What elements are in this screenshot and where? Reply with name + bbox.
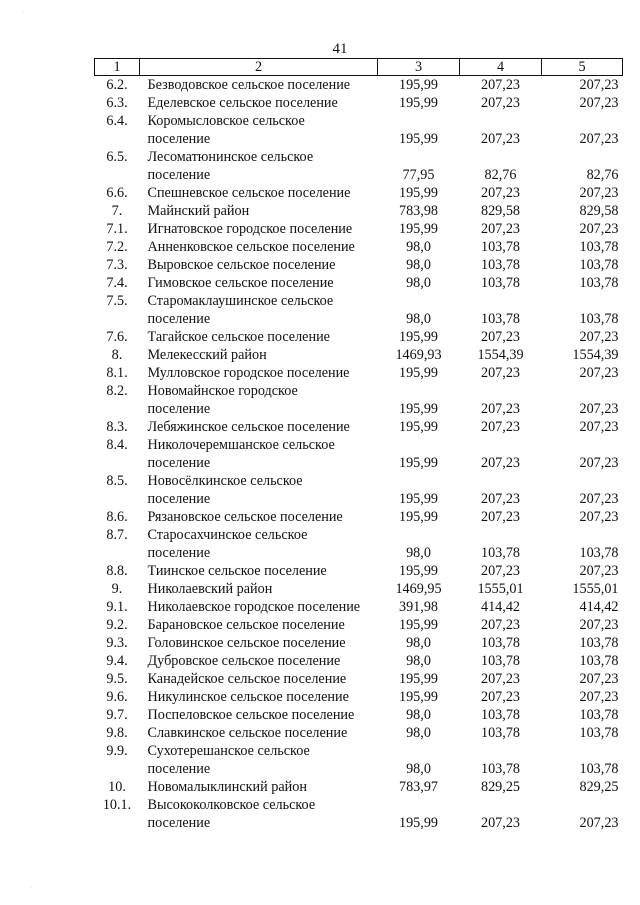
table-row: [95, 634, 623, 652]
row-number: 9.4.: [106, 653, 128, 669]
table-row: [95, 256, 623, 274]
table-row: [95, 364, 623, 382]
row-number: 9.8.: [106, 725, 128, 741]
row-name: Новосёлкинское сельское поселение: [147, 473, 303, 507]
row-name: Славкинское сельское поселение: [147, 725, 348, 741]
row-number: 7.4.: [106, 275, 128, 291]
row-number: 6.5.: [106, 149, 128, 165]
row-name: Николочеремшанское сельское поселение: [147, 437, 335, 471]
row-value-4: 207,23: [480, 329, 520, 345]
row-value-3: 98,0: [406, 761, 431, 777]
row-name: Мелекесский район: [147, 347, 267, 363]
table-body: [95, 76, 623, 833]
table-row: [95, 724, 623, 742]
row-name: Коромысловское сельское поселение: [147, 113, 305, 147]
row-name: Старосахчинское сельское поселение: [147, 527, 308, 561]
table-row: [95, 76, 623, 95]
row-name: Рязановское сельское поселение: [147, 509, 343, 525]
table-row: [95, 526, 623, 562]
row-value-5: 103,78: [579, 635, 619, 651]
row-value-3: 77,95: [402, 167, 435, 183]
row-value-3: 195,99: [398, 185, 438, 201]
row-number: 9.3.: [106, 635, 128, 651]
row-value-4: 829,25: [480, 779, 520, 795]
row-value-5: 1554,39: [572, 347, 619, 363]
row-value-4: 1555,01: [477, 581, 524, 597]
row-value-4: 103,78: [480, 707, 520, 723]
row-value-5: 103,78: [579, 311, 619, 327]
row-value-5: 207,23: [579, 221, 619, 237]
row-name: Новомайнское городское поселение: [147, 383, 298, 417]
row-value-5: 829,25: [579, 779, 619, 795]
row-value-4: 207,23: [480, 77, 520, 93]
scan-speck: ·: [30, 885, 32, 891]
row-value-5: 207,23: [579, 815, 619, 831]
row-value-3: 98,0: [406, 275, 431, 291]
header-col-3: 3: [378, 59, 460, 76]
row-number: 9.9.: [106, 743, 128, 759]
row-value-5: 207,23: [579, 95, 619, 111]
row-value-5: 103,78: [579, 275, 619, 291]
row-value-5: 207,23: [579, 77, 619, 93]
row-value-5: 103,78: [579, 257, 619, 273]
row-name: Игнатовское городское поселение: [147, 221, 353, 237]
row-value-4: 82,76: [484, 167, 517, 183]
row-number: 8.3.: [106, 419, 128, 435]
row-value-4: 207,23: [480, 455, 520, 471]
row-value-3: 98,0: [406, 311, 431, 327]
data-table: [94, 58, 623, 832]
row-name: Еделевское сельское поселение: [147, 95, 338, 111]
row-value-4: 207,23: [480, 365, 520, 381]
table-row: [95, 382, 623, 418]
table-row: [95, 742, 623, 778]
row-number: 6.3.: [106, 95, 128, 111]
row-value-3: 195,99: [398, 329, 438, 345]
row-value-3: 98,0: [406, 635, 431, 651]
row-name: Выровское сельское поселение: [147, 257, 336, 273]
row-value-3: 195,99: [398, 95, 438, 111]
table-row: [95, 238, 623, 256]
row-name: Новомалыклинский район: [147, 779, 307, 795]
row-value-5: 207,23: [579, 617, 619, 633]
row-number: 7.3.: [106, 257, 128, 273]
row-value-3: 195,99: [398, 401, 438, 417]
table-row: [95, 202, 623, 220]
row-number: 9.2.: [106, 617, 128, 633]
row-value-3: 195,99: [398, 671, 438, 687]
row-name: Николаевское городское поселение: [147, 599, 361, 615]
row-value-3: 195,99: [398, 221, 438, 237]
row-value-3: 195,99: [398, 689, 438, 705]
row-value-5: 103,78: [579, 239, 619, 255]
row-name: Барановское сельское поселение: [147, 617, 345, 633]
row-number: 8.5.: [106, 473, 128, 489]
row-value-5: 82,76: [586, 167, 619, 183]
row-value-4: 207,23: [480, 131, 520, 147]
row-number: 8.4.: [106, 437, 128, 453]
row-name: Никулинское сельское поселение: [147, 689, 349, 705]
row-value-5: 207,23: [579, 563, 619, 579]
row-name: Лебяжинское сельское поселение: [147, 419, 350, 435]
row-value-4: 207,23: [480, 689, 520, 705]
row-name: Спешневское сельское поселение: [147, 185, 351, 201]
table-row: [95, 706, 623, 724]
row-value-4: 103,78: [480, 653, 520, 669]
row-value-4: 207,23: [480, 815, 520, 831]
table-row: [95, 670, 623, 688]
row-name: Безводовское сельское поселение: [147, 77, 351, 93]
row-value-4: 103,78: [480, 239, 520, 255]
header-col-5: 5: [542, 59, 623, 76]
row-value-3: 195,99: [398, 491, 438, 507]
row-value-4: 103,78: [480, 545, 520, 561]
row-value-4: 207,23: [480, 221, 520, 237]
table-row: [95, 616, 623, 634]
row-value-5: 103,78: [579, 761, 619, 777]
table-row: [95, 94, 623, 112]
table-header: [95, 59, 623, 76]
row-value-5: 207,23: [579, 671, 619, 687]
row-value-3: 195,99: [398, 455, 438, 471]
row-number: 7.2.: [106, 239, 128, 255]
row-value-4: 207,23: [480, 671, 520, 687]
row-name: Майнский район: [147, 203, 250, 219]
row-number: 8.1.: [106, 365, 128, 381]
row-value-4: 829,58: [480, 203, 520, 219]
row-number: 7.5.: [106, 293, 128, 309]
row-name: Головинское сельское поселение: [147, 635, 346, 651]
row-value-3: 1469,93: [395, 347, 442, 363]
row-name: Николаевский район: [147, 581, 273, 597]
row-number: 7.1.: [106, 221, 128, 237]
row-value-5: 1555,01: [572, 581, 619, 597]
row-value-3: 1469,95: [395, 581, 442, 597]
table-row: [95, 562, 623, 580]
table-row: [95, 652, 623, 670]
row-name: Анненковское сельское поселение: [147, 239, 355, 255]
page-number: 41: [332, 41, 348, 57]
header-col-1: 1: [95, 59, 140, 76]
row-value-5: 103,78: [579, 725, 619, 741]
row-value-3: 98,0: [406, 239, 431, 255]
table-row: [95, 418, 623, 436]
header-col-4: 4: [460, 59, 542, 76]
row-value-3: 98,0: [406, 653, 431, 669]
row-value-3: 195,99: [398, 509, 438, 525]
row-value-4: 207,23: [480, 185, 520, 201]
row-value-5: 207,23: [579, 185, 619, 201]
row-value-4: 103,78: [480, 635, 520, 651]
row-name: Высококолковское сельское поселение: [147, 797, 316, 831]
table-row: [95, 580, 623, 598]
header-col-2: 2: [140, 59, 378, 76]
row-number: 8.8.: [106, 563, 128, 579]
row-name: Тиинское сельское поселение: [147, 563, 327, 579]
table-row: [95, 472, 623, 508]
scan-speck: ·: [22, 10, 24, 16]
row-value-4: 207,23: [480, 617, 520, 633]
row-value-4: 207,23: [480, 419, 520, 435]
row-value-4: 103,78: [480, 761, 520, 777]
row-value-5: 207,23: [579, 509, 619, 525]
row-number: 7.: [111, 203, 123, 219]
row-value-4: 207,23: [480, 509, 520, 525]
row-value-3: 195,99: [398, 365, 438, 381]
row-number: 7.6.: [106, 329, 128, 345]
table-row: [95, 346, 623, 364]
row-number: 6.6.: [106, 185, 128, 201]
row-value-5: 103,78: [579, 545, 619, 561]
row-value-3: 195,99: [398, 815, 438, 831]
row-number: 8.7.: [106, 527, 128, 543]
row-value-3: 195,99: [398, 563, 438, 579]
row-value-4: 103,78: [480, 311, 520, 327]
row-name: Старомаклаушинское сельское поселение: [147, 293, 334, 327]
row-value-5: 829,58: [579, 203, 619, 219]
row-number: 10.: [108, 779, 126, 795]
row-number: 6.2.: [106, 77, 128, 93]
row-value-3: 98,0: [406, 545, 431, 561]
row-value-4: 207,23: [480, 95, 520, 111]
table-row: [95, 328, 623, 346]
table-row: [95, 508, 623, 526]
row-value-5: 207,23: [579, 401, 619, 417]
row-name: Поспеловское сельское поселение: [147, 707, 355, 723]
row-value-5: 207,23: [579, 689, 619, 705]
row-number: 6.4.: [106, 113, 128, 129]
row-value-5: 103,78: [579, 653, 619, 669]
row-number: 8.2.: [106, 383, 128, 399]
row-value-4: 1554,39: [477, 347, 524, 363]
table-row: [95, 436, 623, 472]
row-number: 9.: [111, 581, 123, 597]
row-name: Канадейское сельское поселение: [147, 671, 347, 687]
row-name: Сухотерешанское сельское поселение: [147, 743, 310, 777]
row-value-4: 103,78: [480, 257, 520, 273]
row-value-5: 207,23: [579, 491, 619, 507]
row-number: 9.5.: [106, 671, 128, 687]
row-value-5: 207,23: [579, 455, 619, 471]
row-value-4: 207,23: [480, 563, 520, 579]
row-value-4: 207,23: [480, 401, 520, 417]
table-row: [95, 184, 623, 202]
row-value-3: 195,99: [398, 131, 438, 147]
row-value-3: 783,97: [398, 779, 438, 795]
row-value-3: 391,98: [398, 599, 438, 615]
row-value-3: 783,98: [398, 203, 438, 219]
row-value-5: 207,23: [579, 419, 619, 435]
row-value-5: 207,23: [579, 365, 619, 381]
row-name: Мулловское городское поселение: [147, 365, 350, 381]
row-value-5: 207,23: [579, 329, 619, 345]
row-number: 8.: [111, 347, 123, 363]
table-row: [95, 112, 623, 148]
table-row: [95, 796, 623, 832]
row-number: 9.6.: [106, 689, 128, 705]
row-value-3: 98,0: [406, 257, 431, 273]
row-value-3: 195,99: [398, 617, 438, 633]
row-value-3: 98,0: [406, 725, 431, 741]
row-value-3: 195,99: [398, 419, 438, 435]
table-row: [95, 598, 623, 616]
row-value-4: 103,78: [480, 725, 520, 741]
row-value-5: 414,42: [579, 599, 619, 615]
row-value-4: 103,78: [480, 275, 520, 291]
table-row: [95, 292, 623, 328]
row-name: Гимовское сельское поселение: [147, 275, 334, 291]
row-value-3: 195,99: [398, 77, 438, 93]
row-value-5: 103,78: [579, 707, 619, 723]
row-number: 9.1.: [106, 599, 128, 615]
table-row: [95, 274, 623, 292]
row-name: Лесоматюнинское сельское поселение: [147, 149, 314, 183]
row-name: Дубровское сельское поселение: [147, 653, 341, 669]
row-value-4: 414,42: [480, 599, 520, 615]
table-row: [95, 148, 623, 184]
table-row: [95, 778, 623, 796]
table-row: [95, 220, 623, 238]
table-row: [95, 688, 623, 706]
row-value-3: 98,0: [406, 707, 431, 723]
row-name: Тагайское сельское поселение: [147, 329, 330, 345]
row-value-5: 207,23: [579, 131, 619, 147]
row-number: 8.6.: [106, 509, 128, 525]
row-number: 10.1.: [102, 797, 132, 813]
row-value-4: 207,23: [480, 491, 520, 507]
row-number: 9.7.: [106, 707, 128, 723]
